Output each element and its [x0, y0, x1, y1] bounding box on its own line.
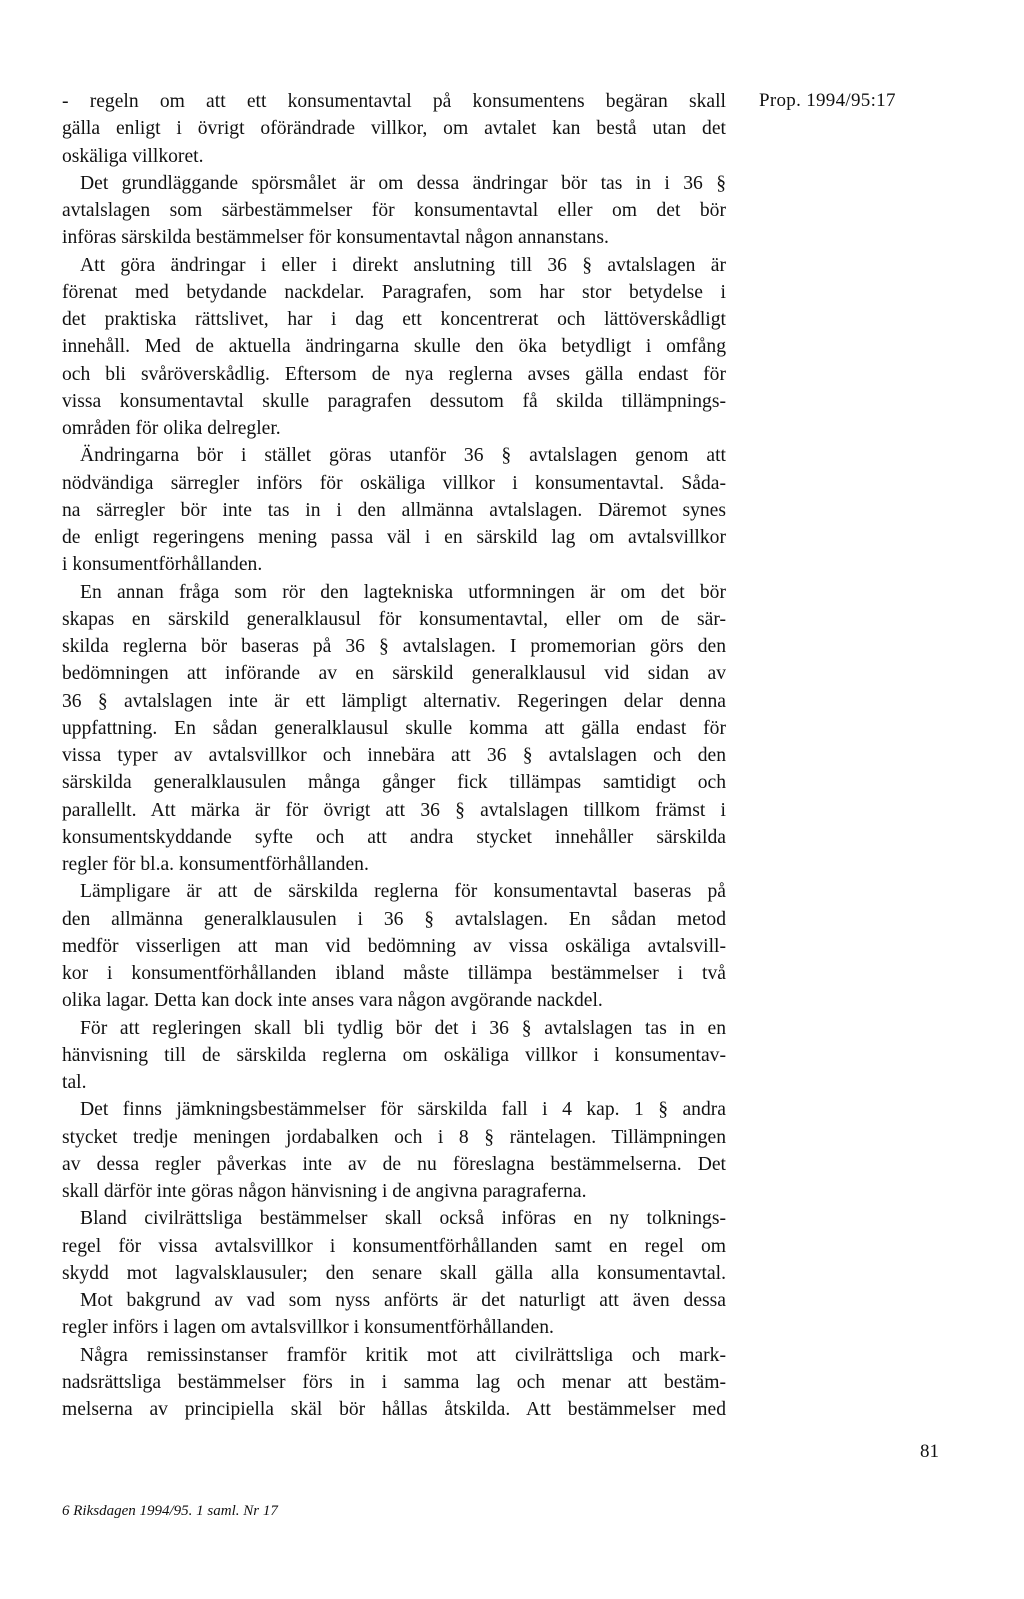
text-line: införas särskilda bestämmelser för konsumentavtal någon annanstans. — [62, 227, 609, 249]
text-line: regler införs i lagen om avtalsvillkor i konsumentförhållanden. — [62, 1317, 554, 1339]
text-line: vissa konsumentavtal skulle paragrafen dessutom få skilda tillämpnings- — [62, 390, 726, 412]
text-line: Lämpligare är att de särskilda reglerna för konsumentavtal baseras på — [80, 881, 726, 903]
footer-note: 6 Riksdagen 1994/95. 1 saml. Nr 17 — [62, 1503, 278, 1519]
text-line: Bland civilrättsliga bestämmelser skall också införas en ny tolknings- — [80, 1208, 726, 1230]
text-line: skydd mot lagvalsklausuler; den senare skall gälla alla konsumentavtal. — [62, 1262, 726, 1284]
text-line: parallellt. Att märka är för övrigt att 36 § avtalslagen tillkom främst i — [62, 799, 726, 821]
text-line: Det finns jämkningsbestämmelser för särskilda fall i 4 kap. 1 § andra — [80, 1099, 726, 1121]
text-line: - regeln om att ett konsumentavtal på konsumentens begäran skall — [62, 91, 726, 112]
text-line: medför visserligen att man vid bedömning av vissa oskäliga avtalsvill- — [62, 935, 726, 957]
text-line: melserna av principiella skäl bör hållas åtskilda. Att bestämmelser med — [62, 1399, 726, 1420]
text-line: gälla enligt i övrigt oförändrade villkor, om avtalet kan bestå utan det — [62, 118, 726, 140]
document-reference: Prop. 1994/95:17 — [759, 90, 896, 111]
text-line: innehåll. Med de aktuella ändringarna skulle den öka betydligt i omfång — [62, 336, 726, 358]
text-line: Det grundläggande spörsmålet är om dessa ändringar bör tas in i 36 § — [80, 172, 726, 194]
text-line: skapas en särskild generalklausul för konsumentavtal, eller om de sär- — [62, 608, 726, 630]
page-number: 81 — [920, 1441, 939, 1462]
text-line: 36 § avtalslagen inte är ett lämpligt alternativ. Regeringen delar denna — [62, 690, 726, 712]
text-line: Ändringarna bör i stället göras utanför 36 § avtalslagen genom att — [80, 445, 726, 467]
body-text — [62, 88, 726, 1423]
text-line: tal. — [62, 1072, 87, 1093]
text-line: kor i konsumentförhållanden ibland måste tillämpa bestämmelser i två — [62, 963, 726, 984]
text-line: För att regleringen skall bli tydlig bör det i 36 § avtalslagen tas in en — [80, 1017, 726, 1039]
text-line: det praktiska rättslivet, har i dag ett koncentrerat och lättöverskådligt — [62, 309, 726, 330]
text-line: särskilda generalklausulen många gånger fick tillämpas samtidigt och — [62, 772, 726, 794]
text-line: olika lagar. Detta kan dock inte anses vara någon avgörande nackdel. — [62, 990, 603, 1012]
text-line: nadsrättsliga bestämmelser förs in i samma lag och menar att bestäm- — [62, 1371, 726, 1393]
text-line: regler för bl.a. konsumentförhållanden. — [62, 854, 369, 875]
text-line: i konsumentförhållanden. — [62, 554, 263, 576]
text-line: områden för olika delregler. — [62, 418, 281, 439]
text-line: den allmänna generalklausulen i 36 § avtalslagen. En sådan metod — [62, 908, 726, 930]
text-line: En annan fråga som rör den lagtekniska utformningen är om det bör — [80, 581, 726, 603]
text-line: skilda reglerna bör baseras på 36 § avtalslagen. I promemorian görs den — [62, 636, 726, 657]
text-line: konsumentskyddande syfte och att andra stycket innehåller särskilda — [62, 826, 726, 848]
text-line: nödvändiga särregler införs för oskäliga villkor i konsumentavtal. Såda- — [62, 472, 726, 494]
text-line: avtalslagen som särbestämmelser för konsumentavtal eller om det bör — [62, 200, 726, 221]
text-line: vissa typer av avtalsvillkor och innebära att 36 § avtalslagen och den — [62, 745, 726, 766]
text-line: na särregler bör inte tas in i den allmänna avtalslagen. Däremot synes — [62, 499, 726, 521]
text-line: stycket tredje meningen jordabalken och i 8 § räntelagen. Tillämpningen — [62, 1126, 726, 1148]
text-line: oskäliga villkoret. — [62, 145, 204, 167]
text-line: uppfattning. En sådan generalklausul skulle komma att gälla endast för — [62, 717, 726, 739]
text-line: bedömningen att införande av en särskild generalklausul vid sidan av — [62, 663, 726, 685]
text-line: Några remissinstanser framför kritik mot att civilrättsliga och mark- — [80, 1344, 726, 1366]
text-line: de enligt regeringens mening passa väl i en särskild lag om avtalsvillkor — [62, 527, 726, 548]
text-line: och bli svåröverskådlig. Eftersom de nya reglerna avses gälla endast för — [62, 363, 726, 385]
text-line: regel för vissa avtalsvillkor i konsumentförhållanden samt en regel om — [62, 1235, 726, 1257]
text-line: förenat med betydande nackdelar. Paragrafen, som har stor betydelse i — [62, 281, 726, 303]
text-line: hänvisning till de särskilda reglerna om oskäliga villkor i konsumentav- — [62, 1044, 726, 1066]
text-line: Att göra ändringar i eller i direkt anslutning till 36 § avtalslagen är — [80, 254, 726, 276]
text-line: skall därför inte göras någon hänvisning i de angivna paragraferna. — [62, 1181, 587, 1202]
text-line: Mot bakgrund av vad som nyss anförts är det naturligt att även dessa — [80, 1290, 726, 1311]
text-line: av dessa regler påverkas inte av de nu föreslagna bestämmelserna. Det — [62, 1153, 726, 1175]
